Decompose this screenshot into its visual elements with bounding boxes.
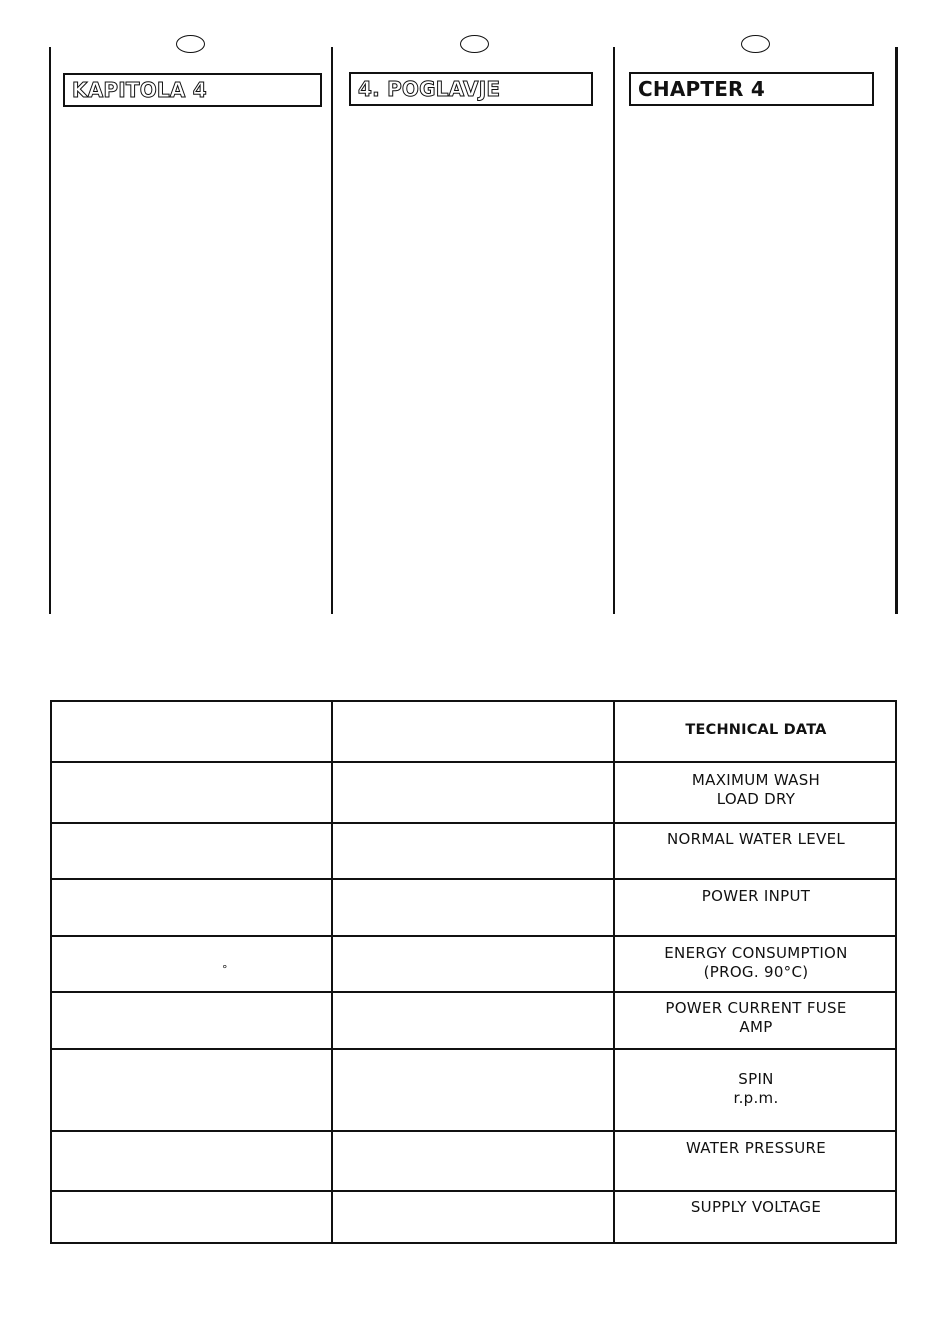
row-label-line: LOAD DRY <box>716 790 796 808</box>
row-label-line: SUPPLY VOLTAGE <box>690 1198 822 1216</box>
row-label-line: AMP <box>739 1018 773 1036</box>
language-badge-1 <box>176 35 205 53</box>
column-divider-1 <box>331 47 333 614</box>
table-row <box>615 763 897 822</box>
table-row <box>615 1050 897 1130</box>
table-row <box>615 880 897 935</box>
row-label-line: MAXIMUM WASH <box>691 771 821 789</box>
column-divider-2 <box>613 47 615 614</box>
chapter-title-1: KAPITOLA 4 <box>63 73 322 107</box>
row-label-line: ENERGY CONSUMPTION <box>664 944 848 962</box>
table-row <box>615 1132 897 1190</box>
degree-mark: ° <box>222 963 228 976</box>
technical-data-table <box>50 700 897 1244</box>
row-label-line: POWER CURRENT FUSE <box>665 999 847 1017</box>
table-column-divider-1 <box>331 702 333 1242</box>
chapter-title-2: 4. POGLAVJE <box>349 72 593 106</box>
table-row <box>615 1192 897 1244</box>
row-label-line: SPIN <box>738 1070 774 1088</box>
language-badge-2 <box>460 35 489 53</box>
table-row <box>615 993 897 1048</box>
table-row <box>615 937 897 991</box>
column-divider-left <box>49 47 51 614</box>
row-label-line: WATER PRESSURE <box>685 1139 826 1157</box>
table-row <box>615 824 897 878</box>
row-label-line: r.p.m. <box>733 1089 779 1107</box>
table-header-technical-data: TECHNICAL DATA <box>685 722 827 738</box>
chapter-title-3: CHAPTER 4 <box>629 72 874 106</box>
row-label-line: POWER INPUT <box>701 887 811 905</box>
column-divider-right <box>895 47 898 614</box>
row-label-line: NORMAL WATER LEVEL <box>666 830 846 848</box>
language-badge-3 <box>741 35 770 53</box>
row-label-line: (PROG. 90°C) <box>703 963 809 981</box>
